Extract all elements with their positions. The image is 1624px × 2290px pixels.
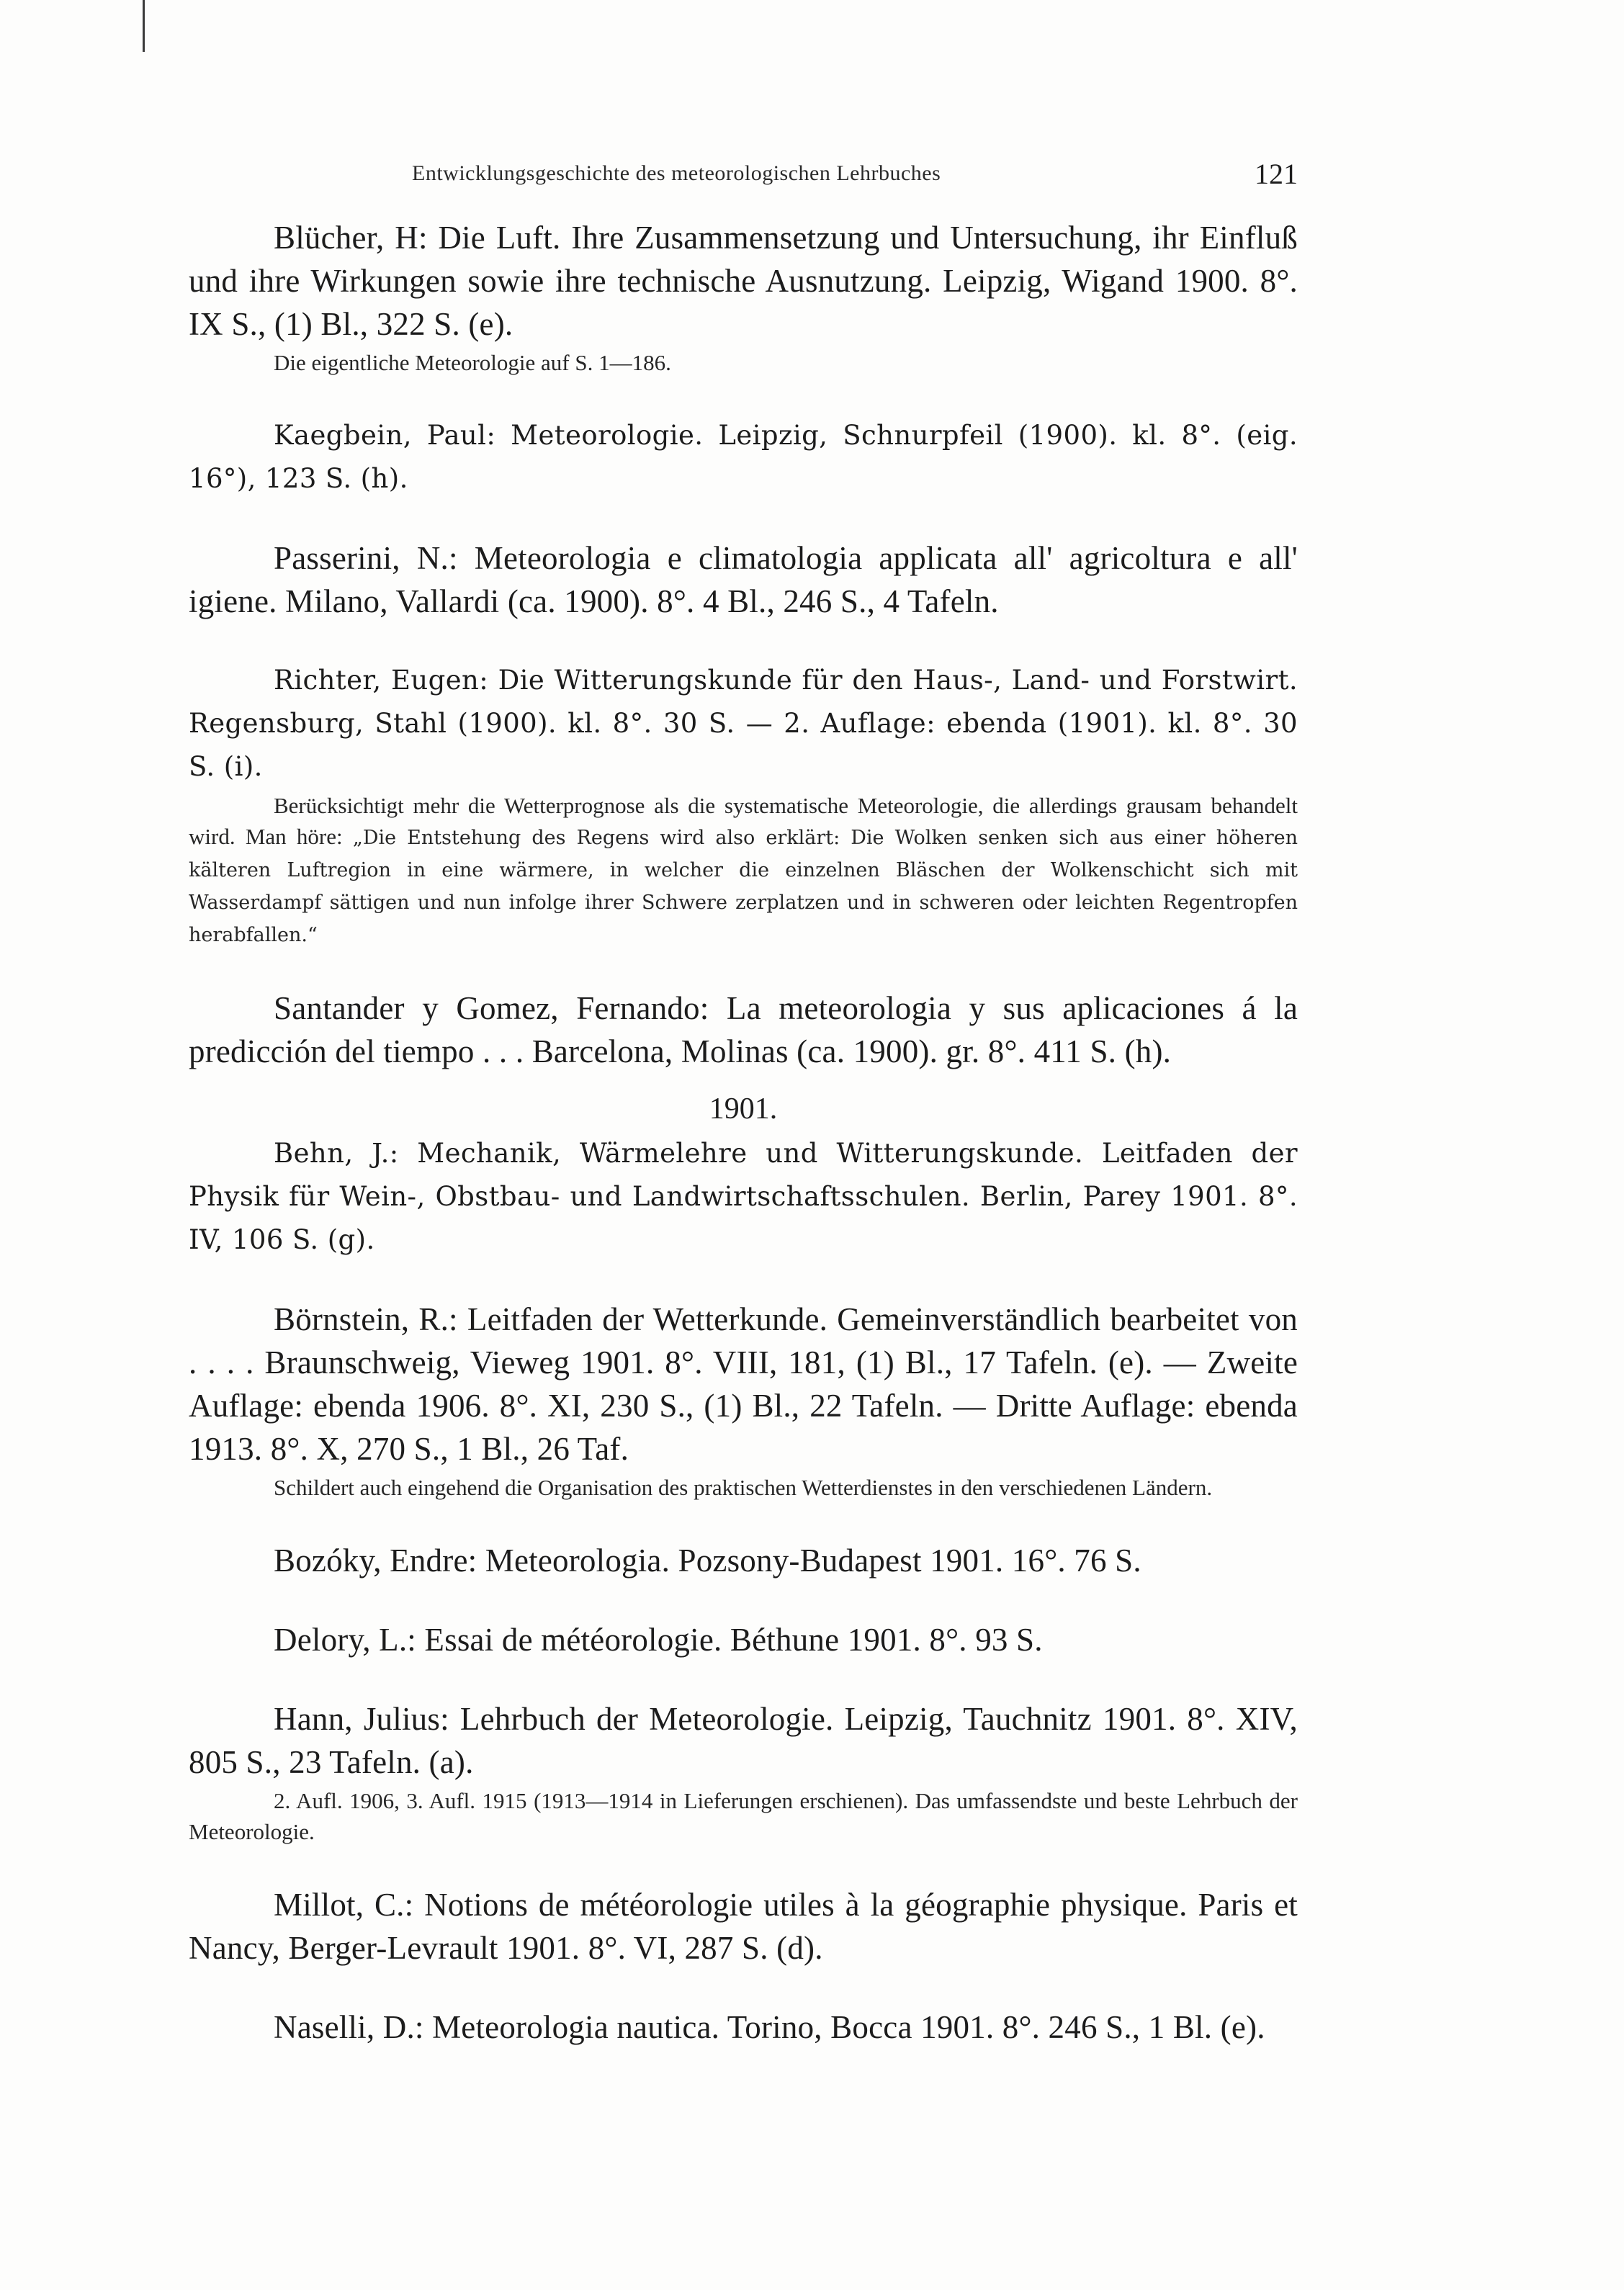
bibliography-entry — [189, 1883, 1298, 1970]
bibliography-entry — [189, 1132, 1298, 1262]
bibliography-entry — [189, 1298, 1298, 1503]
entry-note: 2. Aufl. 1906, 3. Aufl. 1915 (1913—1914 in Lieferungen erschienen). Das umfassendste und beste Lehrbuch der Meteorologie. — [189, 1788, 1298, 1844]
bibliography-entry — [189, 536, 1298, 623]
bibliography-entry — [189, 1618, 1298, 1661]
entry-citation: Richter, Eugen: Die Witterungskunde für den Haus-, Land- und Forstwirt. Regensburg, Stahl (1900). kl. 8°. 30 S. — 2. Auflage: ebenda (1901). kl. 8°. 30 S. (i). — [189, 665, 1298, 782]
bibliography-entry — [189, 414, 1298, 500]
entry-citation: Passerini, N.: Meteorologia e climatologia applicata all' agricoltura e all' igiene. Milano, Vallardi (ca. 1900). 8°. 4 Bl., 246 S., 4 Tafeln. — [189, 540, 1298, 619]
entry-citation: Bozóky, Endre: Meteorologia. Pozsony-Budapest 1901. 16°. 76 S. — [274, 1543, 1141, 1579]
page-header — [189, 157, 1298, 194]
entry-note: Die eigentliche Meteorologie auf S. 1—186. — [274, 350, 671, 375]
bibliography-entry — [189, 659, 1298, 951]
bibliography-entry — [189, 216, 1298, 378]
running-head: Entwicklungsgeschichte des meteorologischen Lehrbuches — [412, 161, 941, 185]
bibliography-entry — [189, 1697, 1298, 1847]
bibliography-entry — [189, 1539, 1298, 1582]
entry-note — [189, 790, 1298, 951]
entry-note-quote: „Die Entstehung des Regens wird also erklärt: Die Wolken senken sich aus einer höheren kälteren Luftregion in eine wärmere, in welcher die einzelnen Bläschen der Wolkenschicht sich mit Wasserdampf sättigen und nun infolge ihrer Schwere zerplatzen und in schweren oder leichten Regentropfen herabfallen.“ — [189, 827, 1298, 946]
bibliography-list — [189, 216, 1298, 2085]
entry-citation: Santander y Gomez, Fernando: La meteorologia y sus aplicaciones á la predicción del tiempo . . . Barcelona, Molinas (ca. 1900). gr. 8°. 411 S. (h). — [189, 990, 1298, 1069]
entry-note-text: Berücksichtigt mehr die Wetterprognose als die systematische Meteorologie, die allerdings grausam behandelt wird. Man höre: — [189, 793, 1298, 849]
entry-citation: Blücher, H: Die Luft. Ihre Zusammensetzung und Untersuchung, ihr Einfluß und ihre Wirkungen sowie ihre technische Ausnutzung. Leipzig, Wigand 1900. 8°. IX S., (1) Bl., 322 S. (e). — [189, 220, 1298, 342]
entry-citation: Hann, Julius: Lehrbuch der Meteorologie. Leipzig, Tauchnitz 1901. 8°. XIV, 805 S., 23 Tafeln. (a). — [189, 1701, 1298, 1780]
entry-citation: Behn, J.: Mechanik, Wärmelehre und Witterungskunde. Leitfaden der Physik für Wein-, Obstbau- und Landwirtschaftsschulen. Berlin, Parey 1901. 8°. IV, 106 S. (g). — [189, 1138, 1298, 1255]
scan-edge-line — [143, 0, 145, 52]
bibliography-entry — [189, 2006, 1298, 2049]
entry-citation: Naselli, D.: Meteorologia nautica. Torino, Bocca 1901. 8°. 246 S., 1 Bl. (e). — [274, 2009, 1265, 2045]
entry-citation: Millot, C.: Notions de météorologie utiles à la géographie physique. Paris et Nancy, Berger-Levrault 1901. 8°. VI, 287 S. (d). — [189, 1887, 1298, 1966]
page-number: 121 — [1255, 158, 1298, 190]
entry-citation: Kaegbein, Paul: Meteorologie. Leipzig, Schnurpfeil (1900). kl. 8°. (eig. 16°), 123 S. (h). — [189, 420, 1298, 494]
entry-citation: Börnstein, R.: Leitfaden der Wetterkunde. Gemeinverständlich bearbeitet von . . . . Braunschweig, Vieweg 1901. 8°. VIII, 181, (1) Bl., 17 Tafeln. (e). — Zweite Auflage: ebenda 1906. 8°. XI, 230 S., (1) Bl., 22 Tafeln. — Dritte Auflage: ebenda 1913. 8°. X, 270 S., 1 Bl., 26 Taf. — [189, 1301, 1298, 1467]
entry-citation: Delory, L.: Essai de météorologie. Béthune 1901. 8°. 93 S. — [274, 1622, 1043, 1658]
bibliography-entry — [189, 987, 1298, 1073]
year-heading: 1901. — [709, 1092, 778, 1126]
entry-note: Schildert auch eingehend die Organisation des praktischen Wetterdienstes in den verschiedenen Ländern. — [274, 1475, 1213, 1500]
